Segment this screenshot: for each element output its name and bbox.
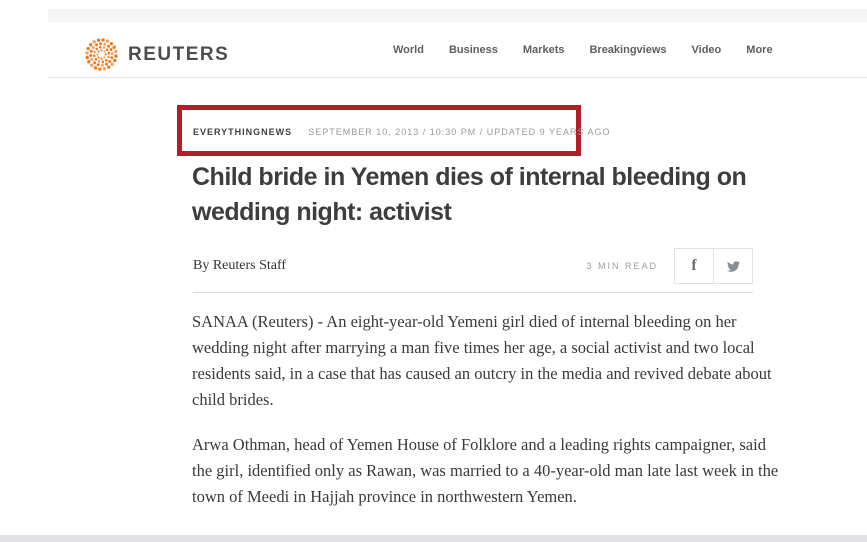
article-paragraph: Arwa Othman, head of Yemen House of Folklore and a leading rights campaigner, said the girl, identified only as Rawan, was married to a 40-year-old man late last week in the town of Meedi in Hajjah province in northwestern Yemen.: [192, 435, 779, 506]
kicker-row: [193, 127, 610, 137]
article-paragraph: SANAA (Reuters) - An eight-year-old Yemeni girl died of internal bleeding on her wedding night after marrying a man five times her age, a social activist and two local residents said, in a case that has caused an outcry in the media and revived debate about child brides.: [192, 312, 772, 409]
nav-item-markets[interactable]: Markets: [522, 44, 565, 56]
nav-item-video[interactable]: Video: [691, 44, 722, 56]
nav-item-business[interactable]: Business: [448, 44, 498, 56]
nav-item-world[interactable]: World: [393, 44, 424, 56]
facebook-icon: f: [691, 257, 697, 274]
top-nav: [393, 44, 773, 56]
twitter-icon: [726, 260, 741, 273]
bottom-edge-band: [0, 535, 867, 542]
twitter-share-button[interactable]: [713, 248, 753, 284]
byline-right-group: [586, 248, 753, 284]
reuters-orb-icon: [83, 36, 120, 73]
facebook-share-button[interactable]: [674, 248, 714, 284]
article-byline: By Reuters Staff: [193, 258, 287, 273]
reuters-wordmark: REUTERS: [128, 43, 230, 65]
header-divider: [48, 77, 867, 78]
top-edge-band: [48, 9, 867, 22]
reuters-logo[interactable]: [83, 36, 229, 73]
nav-item-more[interactable]: More: [746, 44, 773, 56]
article-timestamp: SEPTEMBER 10, 2013 / 10:30 PM / UPDATED 9 YEARS AGO: [308, 127, 611, 137]
nav-item-breakingviews[interactable]: Breakingviews: [589, 44, 667, 56]
byline-row: [193, 246, 753, 286]
read-time-badge: 3 MIN READ: [586, 261, 658, 271]
article-headline: Child bride in Yemen dies of internal bleeding on wedding night: activist: [192, 163, 747, 226]
article-body: [192, 309, 782, 529]
share-button-group: [674, 248, 753, 284]
byline-divider: [193, 292, 753, 293]
section-kicker-link[interactable]: EVERYTHINGNEWS: [193, 127, 293, 137]
